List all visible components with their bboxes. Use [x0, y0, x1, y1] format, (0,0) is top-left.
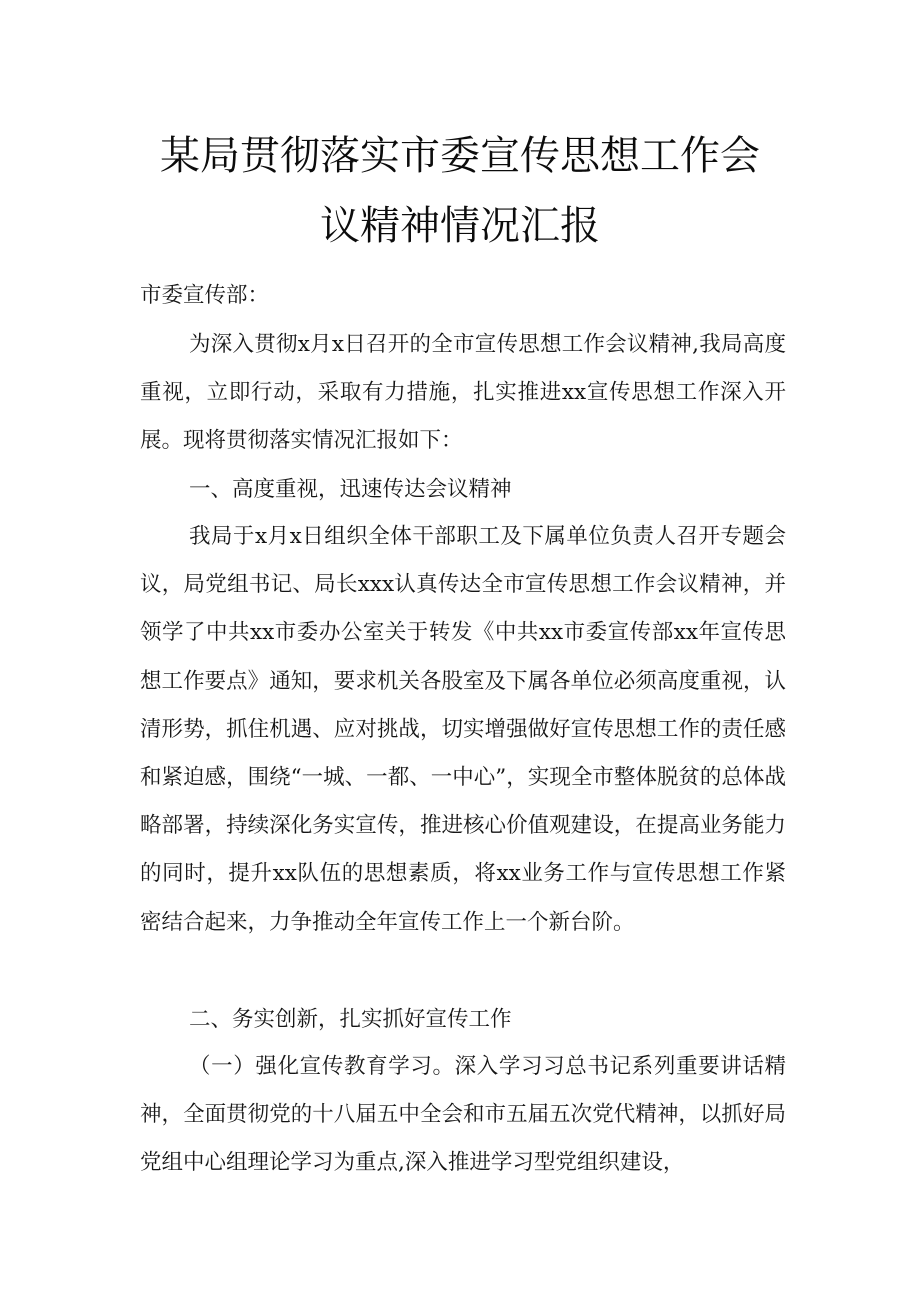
document-title-line-2: 议精神情况汇报	[320, 203, 600, 249]
section-1-heading: 一、高度重视，迅速传达会议精神	[189, 477, 512, 502]
section-1-paragraph: 我局于x月x日组织全体干部职工及下属单位负责人召开专题会议，局党组书记、局长xxx认真传达全市宣传思想工作会议精神，并领学了中共xx市委办公室关于转发《中共xx市委宣传部xx年宣传思想工作要点》通知，要求机关各股室及下属各单位必须高度重视，认清形势，抓住机遇、应对挑战，切实增强做好宣传思想工作的责任感和紧迫感，围绕“一城、一都、一中心”，实现全市整体脱贫的总体战略部署，持续深化务实宣传，推进核心价值观建设，在提高业务能力的同时，提升xx队伍的思想素质，将xx业务工作与宣传思想工作紧密结合起来，力争推动全年宣传工作上一个新台阶。	[140, 524, 786, 935]
section-2-paragraph: （一）强化宣传教育学习。深入学习习总书记系列重要讲话精神，全面贯彻党的十八届五中全会和市五届五次党代精神，以抓好局党组中心组理论学习为重点,深入推进学习型党组织建设，	[140, 1054, 786, 1176]
document-title-line-1: 某局贯彻落实市委宣传思想工作会	[160, 133, 760, 179]
section-2-heading: 二、务实创新，扎实抓好宣传工作	[189, 1007, 512, 1032]
intro-paragraph: 为深入贯彻x月x日召开的全市宣传思想工作会议精神,我局高度重视，立即行动，采取有力措施，扎实推进xx宣传思想工作深入开展。现将贯彻落实情况汇报如下：	[140, 332, 786, 454]
salutation: 市委宣传部：	[140, 283, 270, 308]
